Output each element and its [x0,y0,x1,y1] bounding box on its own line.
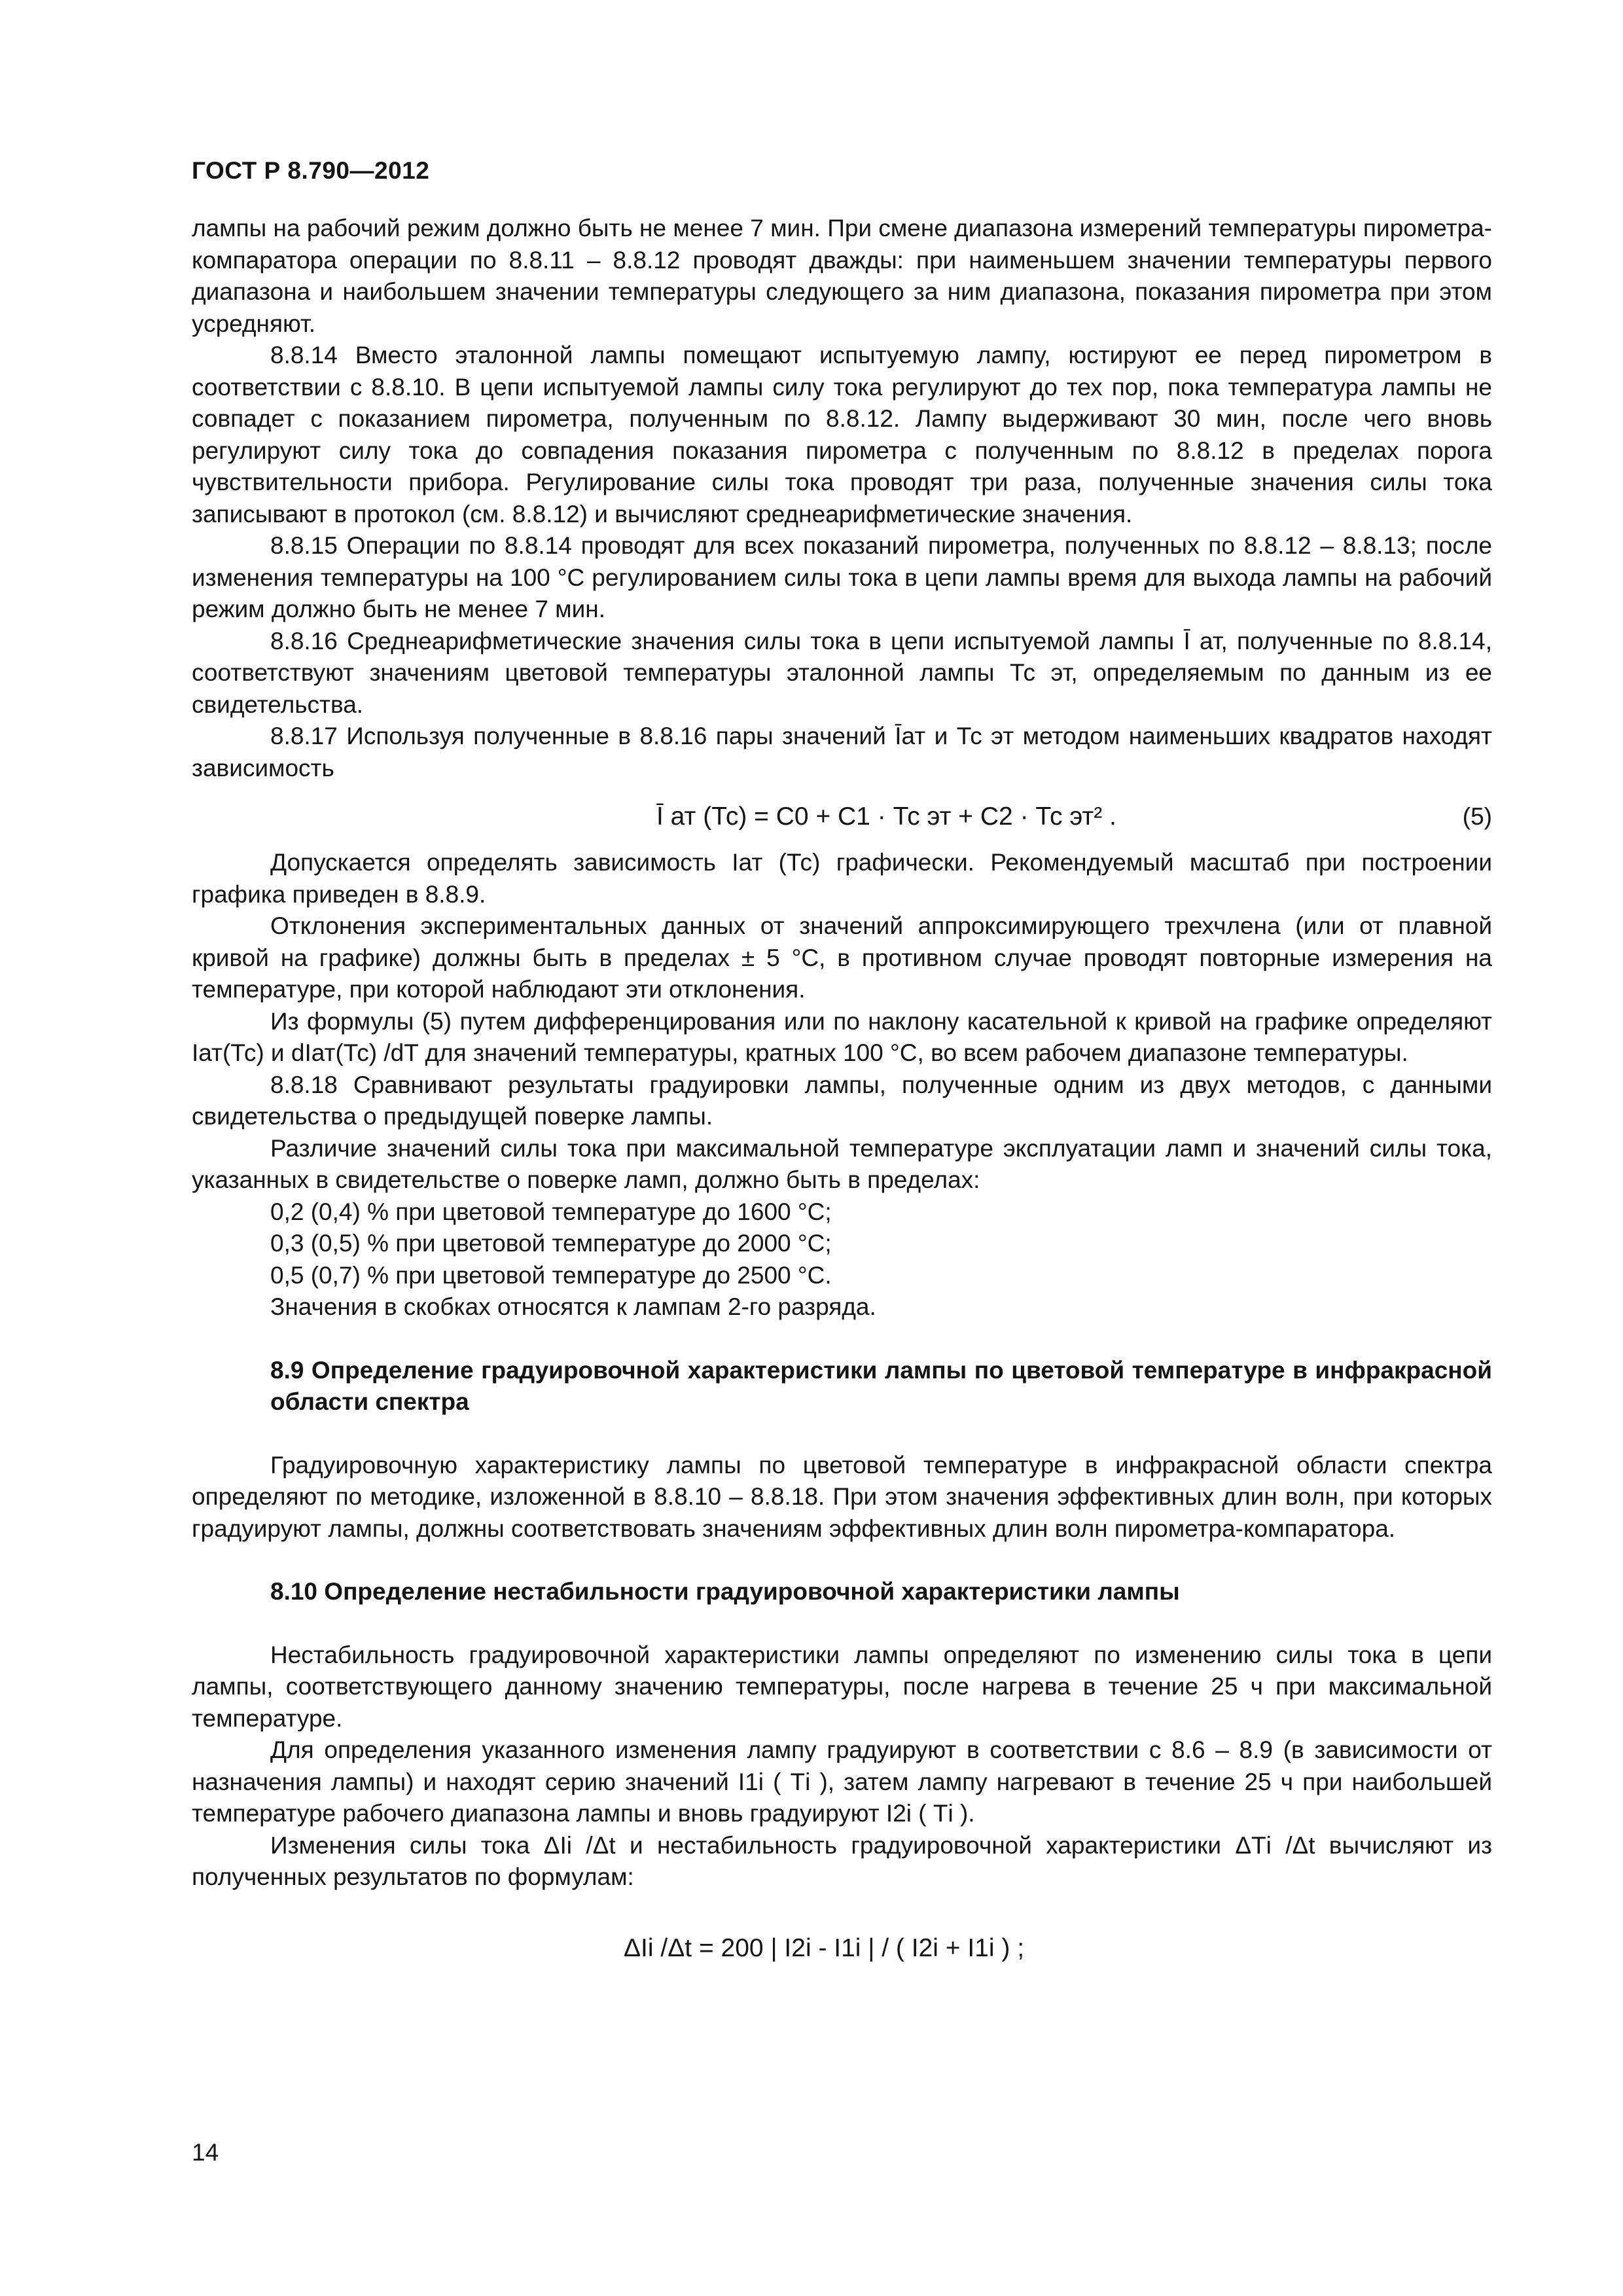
paragraph: Из формулы (5) путем дифференцирования или по наклону касательной к кривой на графике определяют Iат(Тс) и dIат(Тс) /dT для значений температуры, кратных 100 °С, во всем рабочем диапазоне температуры. [192,1007,1492,1066]
paragraph: 8.8.17 Используя полученные в 8.8.16 пары значений Īат и Тс эт методом наименьших квадратов находят зависимость [192,723,1492,781]
paragraph: 8.8.14 Вместо эталонной лампы помещают испытуемую лампу, юстируют ее перед пирометром в соответствии с 8.8.10. В цепи испытуемой лампы силу тока регулируют до тех пор, пока температура лампы не совпадет с показанием пирометра, полученным по 8.8.12. Лампу выдерживают 30 мин, после чего вновь регулируют силу тока до совпадения показания пирометра с полученным по 8.8.12 в пределах порога чувствительности прибора. Регулирование силы тока проводят три раза, полученные значения силы тока записывают в протокол (см. 8.8.12) и вычисляют среднеарифметические значения. [192,342,1492,528]
formula-6 [192,1909,1492,1981]
formula-6-expression: ΔIi /Δt = 200 | I2i - I1i | / ( I2i + I1i ) ; [624,1933,1025,1962]
paragraph: Отклонения экспериментальных данных от значений аппроксимирующего трехчлена (или от плавной кривой на графике) должны быть в пределах ± 5 °С, в противном случае проводят повторные измерения на температуре, при которой наблюдают эти отклонения. [192,912,1492,1003]
paragraph: 8.8.18 Сравнивают результаты градуировки лампы, полученные одним из двух методов, с данными свидетельства о предыдущей поверке лампы. [192,1071,1492,1130]
paragraph: Градуировочную характеристику лампы по цветовой температуре в инфракрасной области спектра определяют по методике, изложенной в 8.8.10 – 8.8.18. При этом значения эффективных длин волн, при которых градуируют лампы, должны соответствовать значениям эффективных длин волн пирометра-компаратора. [192,1451,1492,1542]
formula-5 [192,784,1492,847]
document-body [192,213,1492,1981]
paragraph: Допускается определять зависимость Iат (Тс) графически. Рекомендуемый масштаб при построении графика приведен в 8.8.9. [192,849,1492,908]
paragraph: Различие значений силы тока при максимальной температуре эксплуатации ламп и значений силы тока, указанных в свидетельстве о поверке ламп, должно быть в пределах: [192,1134,1492,1193]
formula-5-number: (5) [1462,803,1492,830]
list-item: 0,5 (0,7) % при цветовой температуре до 2500 °С. [270,1261,832,1289]
list-item: 0,3 (0,5) % при цветовой температуре до 2000 °С; [270,1230,832,1257]
paragraph: Изменения силы тока ΔIi /Δt и нестабильность градуировочной характеристики ΔТi /Δt вычисляют из полученных результатов по формулам: [192,1831,1492,1890]
formula-5-expression: Ī ат (Тс) = С0 + С1 · Тс эт + С2 · Тс эт² . [656,802,1116,831]
list-item: 0,2 (0,4) % при цветовой температуре до 1600 °С; [270,1198,832,1225]
page-number: 14 [192,2139,219,2166]
paragraph: 8.8.15 Операции по 8.8.14 проводят для всех показаний пирометра, полученных по 8.8.12 – 8.8.13; после изменения температуры на 100 °С регулированием силы тока в цепи лампы время для выхода лампы на рабочий режим должно быть не менее 7 мин. [192,532,1492,622]
document-header: ГОСТ Р 8.790—2012 [192,157,430,184]
paragraph: Нестабильность градуировочной характеристики лампы определяют по изменению силы тока в цепи лампы, соответствующего данному значению температуры, после нагрева в течение 25 ч при максимальной температуре. [192,1641,1492,1732]
paragraph: Значения в скобках относятся к лампам 2-го разряда. [270,1293,876,1320]
paragraph: 8.8.16 Среднеарифметические значения силы тока в цепи испытуемой лампы Ī ат, полученные по 8.8.14, соответствуют значениям цветовой температуры эталонной лампы Тс эт, определяемым по данным из ее свидетельства. [192,627,1492,718]
section-heading-8-10: 8.10 Определение нестабильности градуировочной характеристики лампы [270,1578,1180,1605]
section-heading-8-9: 8.9 Определение градуировочной характеристики лампы по цветовой температуре в инфракрасной области спектра [270,1356,1492,1415]
paragraph: Для определения указанного изменения лампу градуируют в соответствии с 8.6 – 8.9 (в зависимости от назначения лампы) и находят серию значений I1i ( Тi ), затем лампу нагревают в течение 25 ч при наибольшей температуре рабочего диапазона лампы и вновь градуируют I2i ( Тi ). [192,1736,1492,1827]
paragraph: лампы на рабочий режим должно быть не менее 7 мин. При смене диапазона измерений температуры пирометра-компаратора операции по 8.8.11 – 8.8.12 проводят дважды: при наименьшем значении температуры первого диапазона и наибольшем значении температуры следующего за ним диапазона, показания пирометра при этом усредняют. [192,215,1492,337]
